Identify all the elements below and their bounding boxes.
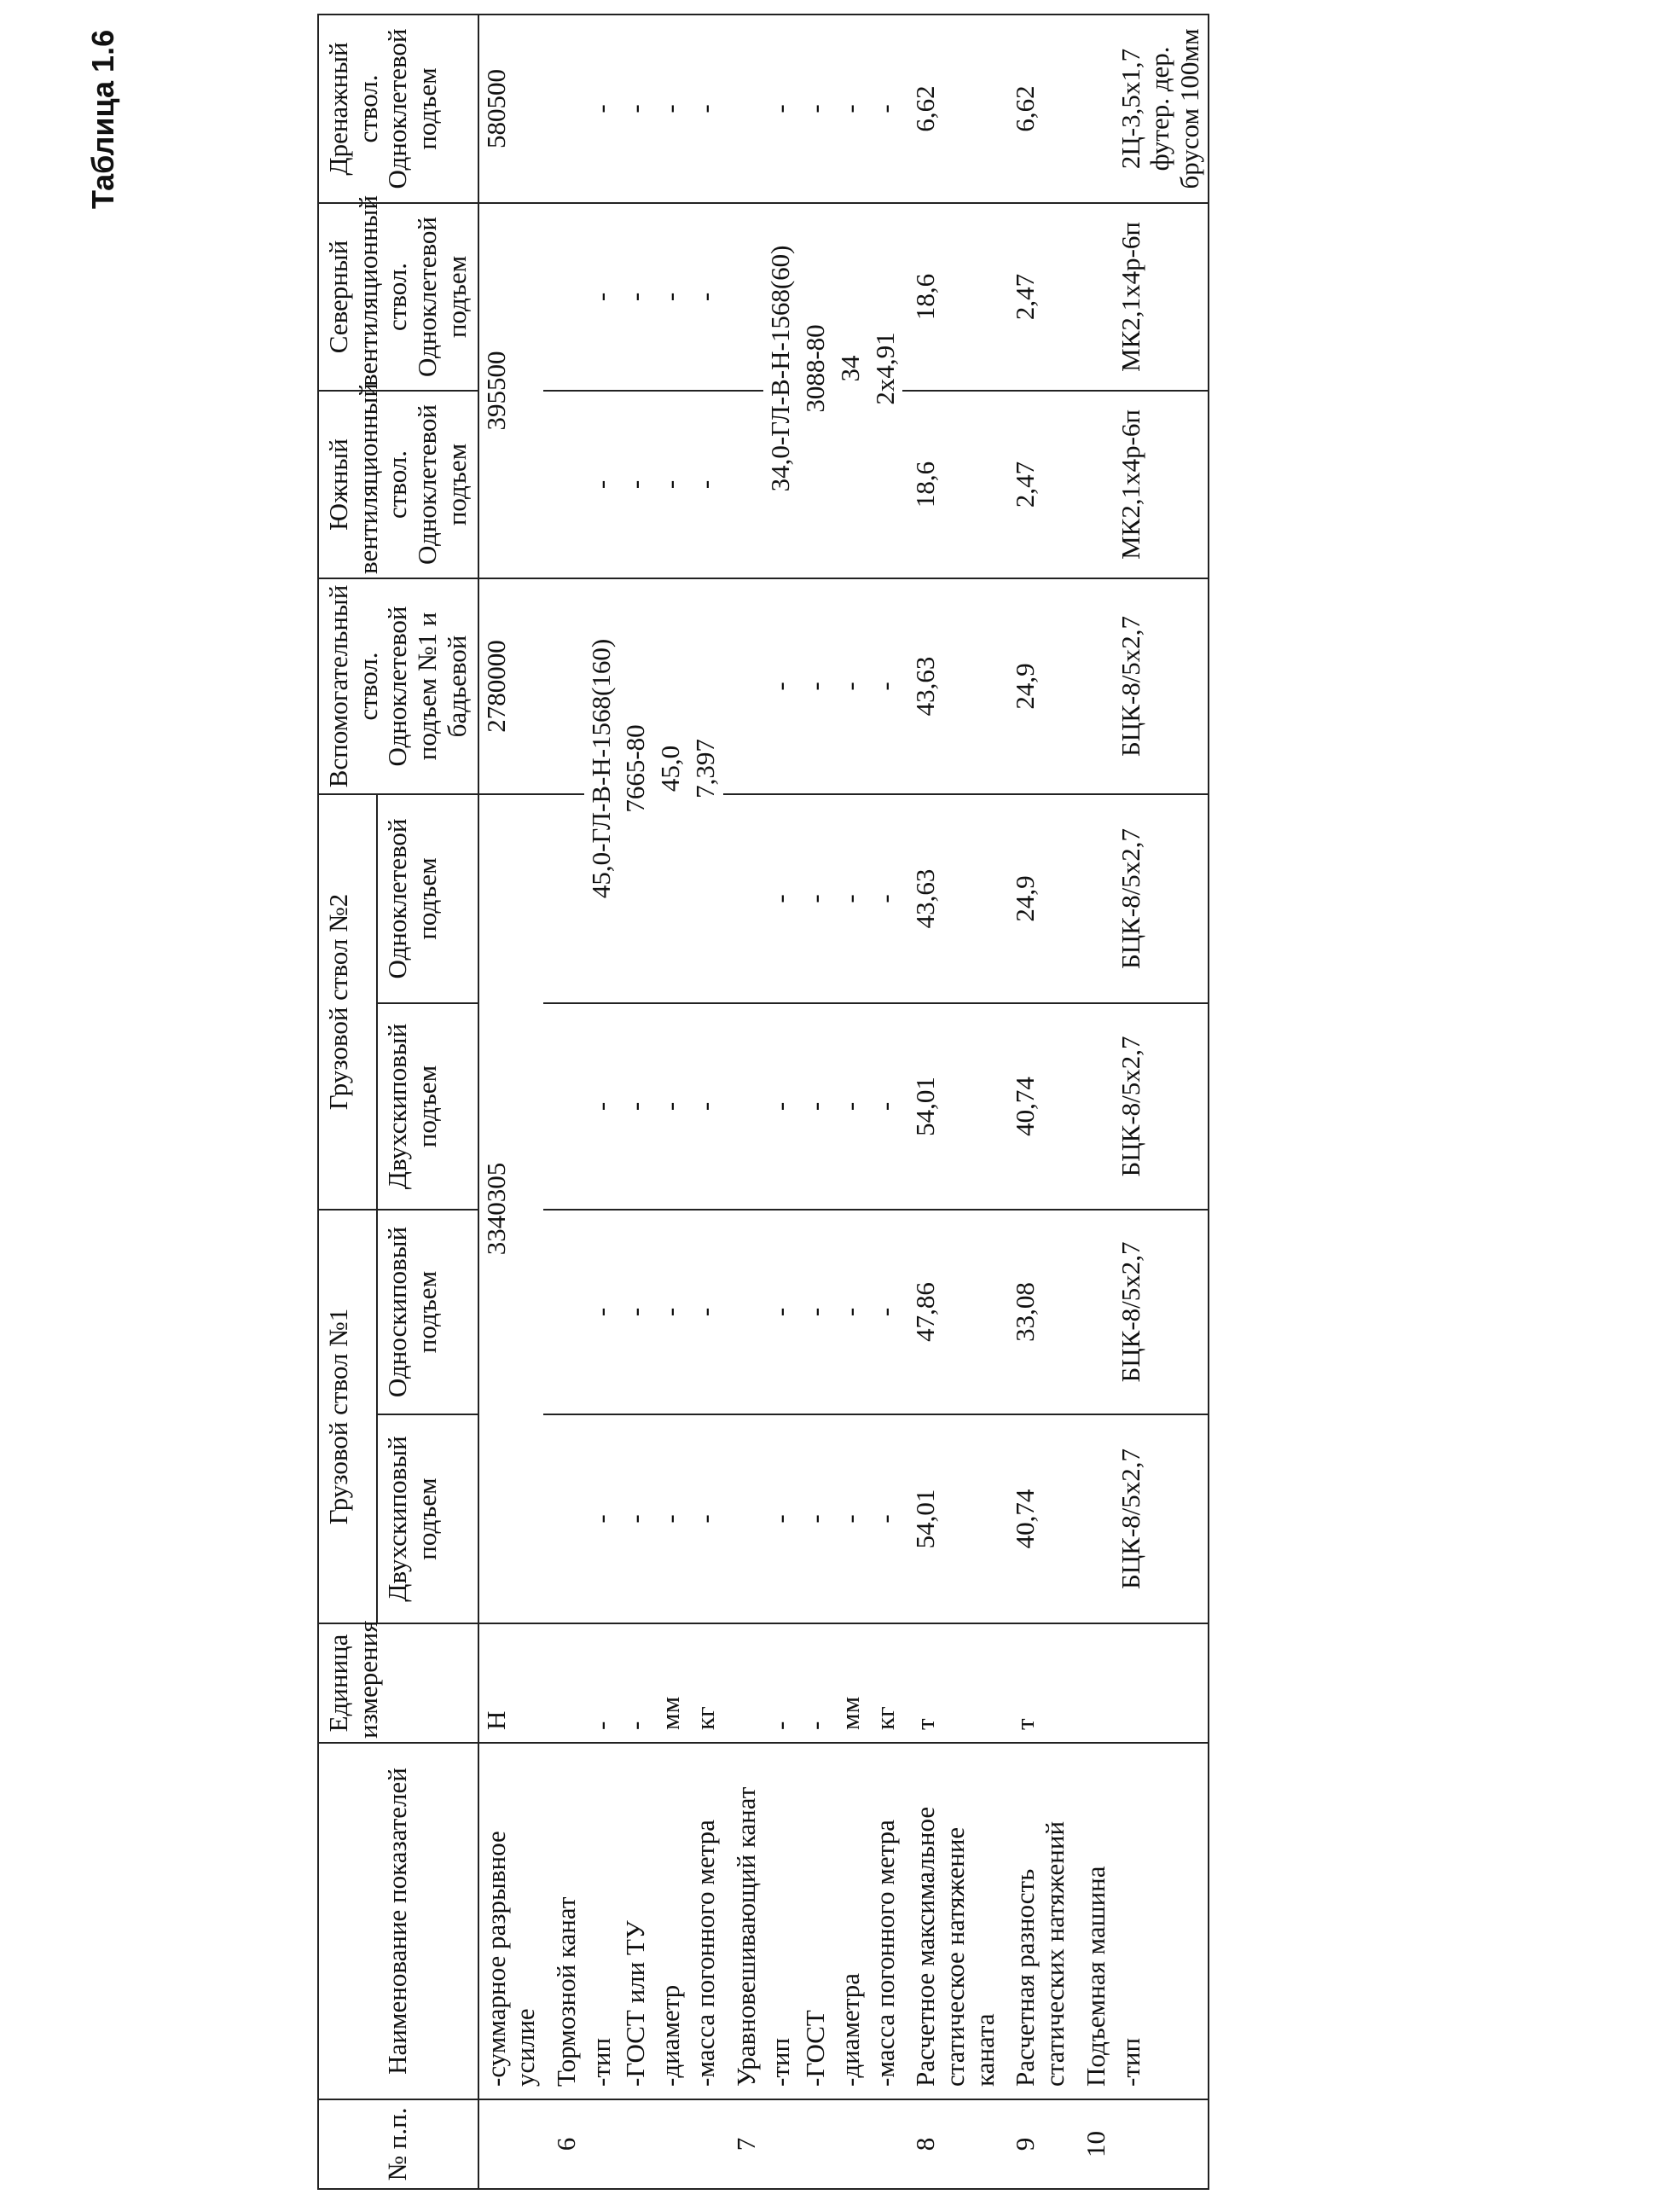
value-cell: 40,74 [1002,1003,1072,1210]
row-unit [1114,1623,1209,1743]
table-caption: Таблица 1.6 [85,29,120,209]
value-cell: - [798,1414,833,1623]
row-name: -тип [763,1743,798,2099]
row-name: -масса погонного метра [868,1743,903,2099]
row-name: Подъемная машина [1073,1743,1114,2099]
table-row [763,15,798,2189]
value-cell: - [798,15,833,203]
value-cell: - [763,1003,798,1210]
value-drenazh: 580500 [478,15,543,203]
value-cell: - [584,15,619,203]
value-cell: - [798,1003,833,1210]
value-cell: БЦК-8/5х2,7 [1114,1210,1209,1414]
row-name: -тип [1114,1743,1209,2099]
row-unit: - [584,1623,619,1743]
value-cell-shared: 3088-80 [798,203,833,578]
row-num: 8 [902,2099,1002,2189]
value-cell: 43,63 [902,578,1002,794]
value-cell: 18,6 [902,203,1002,391]
value-cell-shared: 45,0-ГЛ-В-Н-1568(160) [584,578,619,1003]
row-num [478,2099,543,2189]
value-cell: - [868,1414,903,1623]
row-unit: т [902,1623,1002,1743]
value-cell-shared: 45,0 [653,578,688,1003]
value-cell: - [868,578,903,794]
table-row [723,15,764,2189]
value-cell: БЦК-8/5х2,7 [1114,1003,1209,1210]
value-cell: 6,62 [1002,15,1072,203]
value-cell: - [833,1003,868,1210]
value-cell: - [868,15,903,203]
table-row [653,15,688,2189]
value-vent: 395500 [478,203,543,578]
value-cell: - [618,1210,653,1414]
header-num: № п.п. [318,2099,478,2189]
header-vspom: Вспомогательный ствол. Одноклетевой подъем №1 и бадьевой [318,578,478,794]
value-cell: БЦК-8/5х2,7 [1114,794,1209,1003]
table-row [868,15,903,2189]
header-gruz2-dvuh: Двухскиповый подъем [377,1003,478,1210]
table-row [543,15,584,2189]
row-unit: - [618,1623,653,1743]
value-cell: МК2,1х4р-6п [1114,203,1209,391]
value-cell: - [798,1210,833,1414]
value-cell: 54,01 [902,1414,1002,1623]
row-name: Расчетное максимальное статическое натяжение каната [902,1743,1002,2099]
value-cell: - [618,1414,653,1623]
row-name: -ГОСТ или ТУ [618,1743,653,2099]
value-cell: 54,01 [902,1003,1002,1210]
value-cell: 47,86 [902,1210,1002,1414]
row-unit: т [1002,1623,1072,1743]
row-name: Тормозной канат [543,1743,584,2099]
value-cell: - [618,15,653,203]
row-name: -суммарное разрывное усилие [478,1743,543,2099]
value-cell: - [833,1414,868,1623]
header-unit: Единица измерения [318,1623,478,1743]
table-row [833,15,868,2189]
value-cell: 2,47 [1002,203,1072,391]
value-vspom: 2780000 [478,578,543,794]
value-cell: - [833,794,868,1003]
row-num: 7 [723,2099,764,2189]
table-row [1114,15,1209,2189]
value-cell: - [584,391,619,578]
table-row [1073,15,1114,2189]
value-cell: - [833,1210,868,1414]
value-cell: - [868,1210,903,1414]
header-group-gruz2: Грузовой ствол №2 [318,794,377,1210]
value-cell: - [584,1414,619,1623]
value-cell: - [584,1210,619,1414]
value-cell: - [798,578,833,794]
value-cell: - [653,1414,688,1623]
header-gruz1-odno: Односкиповый подъем [377,1210,478,1414]
value-cell: 24,9 [1002,794,1072,1003]
value-cell: - [868,1003,903,1210]
value-cell: 2,47 [1002,391,1072,578]
value-cell: - [653,1003,688,1210]
row-name: Уравновешивающий канат [723,1743,764,2099]
header-gruz1-dvuh: Двухскиповый подъем [377,1414,478,1623]
header-drenazh: Дренажный ствол. Одноклетевой подъем [318,15,478,203]
value-cell: - [653,1210,688,1414]
value-cell: МК2,1х4р-6п [1114,391,1209,578]
value-cell: 18,6 [902,391,1002,578]
value-cell: - [688,1210,723,1414]
value-cell: 43,63 [902,794,1002,1003]
value-cell: 6,62 [902,15,1002,203]
row-num: 9 [1002,2099,1072,2189]
specs-table [317,14,1209,2190]
value-cell-shared: 2х4,91 [868,203,903,578]
table-row [798,15,833,2189]
value-cell: - [763,578,798,794]
value-cell: - [763,1414,798,1623]
value-gruz: 3340305 [478,794,543,1623]
value-cell: - [653,15,688,203]
value-cell: - [584,203,619,391]
value-cell: - [763,1210,798,1414]
value-cell: - [688,391,723,578]
value-cell: - [653,391,688,578]
value-cell: - [763,794,798,1003]
value-cell: - [584,1003,619,1210]
row-name: Расчетная разность статических натяжений [1002,1743,1072,2099]
value-cell: 24,9 [1002,578,1072,794]
value-cell-shared: 34 [833,203,868,578]
table-row [688,15,723,2189]
value-cell: 33,08 [1002,1210,1072,1414]
table-row [1002,15,1072,2189]
value-cell: - [833,15,868,203]
row-num: 6 [543,2099,584,2189]
header-gruz2-odno: Одноклетевой подъем [377,794,478,1003]
value-cell: - [688,1003,723,1210]
row-name: -ГОСТ [798,1743,833,2099]
value-cell: - [653,203,688,391]
header-yuzh: Южный вентиляционный ствол. Одноклетевой подъем [318,391,478,578]
value-cell: БЦК-8/5х2,7 [1114,578,1209,794]
row-unit: кг [868,1623,903,1743]
table-row [478,15,543,2189]
row-unit: мм [653,1623,688,1743]
row-name: -диаметр [653,1743,688,2099]
value-cell: - [618,391,653,578]
value-cell: - [618,1003,653,1210]
row-unit: кг [688,1623,723,1743]
value-cell: - [688,1414,723,1623]
header-group-gruz1: Грузовой ствол №1 [318,1210,377,1623]
row-name: -диаметра [833,1743,868,2099]
row-num: 10 [1073,2099,1114,2189]
value-cell: 40,74 [1002,1414,1072,1623]
value-cell: - [868,794,903,1003]
value-cell: БЦК-8/5х2,7 [1114,1414,1209,1623]
value-cell: - [798,794,833,1003]
value-cell: - [688,15,723,203]
row-name: -тип [584,1743,619,2099]
value-cell: - [618,203,653,391]
row-name: -масса погонного метра [688,1743,723,2099]
header-name: Наименование показателей [318,1743,478,2099]
value-cell: 2Ц-3,5х1,7 футер. дер. брусом 100мм [1114,15,1209,203]
row-unit: - [798,1623,833,1743]
row-unit: - [763,1623,798,1743]
row-unit: мм [833,1623,868,1743]
value-cell: - [688,203,723,391]
value-cell: - [833,578,868,794]
table-row [902,15,1002,2189]
value-cell-shared: 7,397 [688,578,723,1003]
row-unit: Н [478,1623,543,1743]
value-cell-shared: 7665-80 [618,578,653,1003]
header-sever: Северный вентиляционный ствол. Одноклетевой подъем [318,203,478,391]
value-cell: - [763,15,798,203]
table-row [584,15,619,2189]
value-cell-shared: 34,0-ГЛ-В-Н-1568(60) [763,203,798,578]
table-row [618,15,653,2189]
